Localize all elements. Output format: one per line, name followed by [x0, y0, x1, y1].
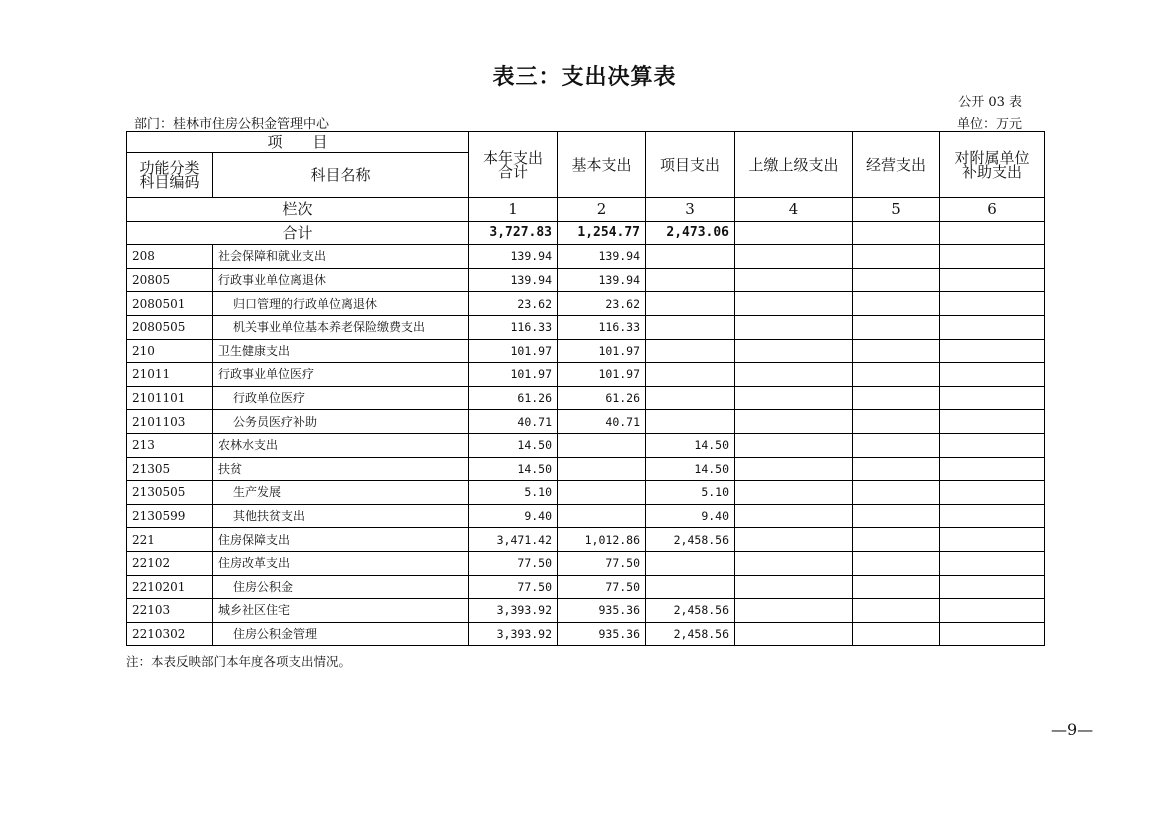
column-index-6: 6 — [940, 198, 1045, 222]
cell-code: 22102 — [127, 551, 213, 575]
cell-name: 住房改革支出 — [213, 551, 469, 575]
cell-business — [853, 433, 940, 457]
column-index-5: 5 — [853, 198, 940, 222]
cell-project — [646, 551, 735, 575]
cell-upper — [735, 410, 853, 434]
cell-code: 21011 — [127, 363, 213, 387]
cell-basic: 139.94 — [558, 245, 646, 269]
cell-upper — [735, 363, 853, 387]
header-subsidy — [940, 132, 1045, 198]
cell-upper — [735, 599, 853, 623]
cell-basic — [558, 481, 646, 505]
cell-subsidy — [940, 363, 1045, 387]
cell-total: 101.97 — [469, 363, 558, 387]
cell-basic: 40.71 — [558, 410, 646, 434]
header-total-line2: 合计 — [498, 162, 529, 181]
cell-project: 5.10 — [646, 481, 735, 505]
cell-upper — [735, 268, 853, 292]
cell-name: 其他扶贫支出 — [213, 504, 469, 528]
cell-subsidy — [940, 433, 1045, 457]
cell-subsidy — [940, 245, 1045, 269]
cell-upper — [735, 551, 853, 575]
cell-business — [853, 386, 940, 410]
cell-business — [853, 575, 940, 599]
cell-total: 139.94 — [469, 245, 558, 269]
cell-business — [853, 315, 940, 339]
cell-name: 城乡社区住宅 — [213, 599, 469, 623]
column-index-3: 3 — [646, 198, 735, 222]
cell-code: 2080505 — [127, 315, 213, 339]
cell-basic: 1,012.86 — [558, 528, 646, 552]
cell-total: 40.71 — [469, 410, 558, 434]
table-row — [127, 245, 1045, 269]
table-row — [127, 504, 1045, 528]
header-subsidy-line1: 对附属单位 — [954, 148, 1030, 167]
cell-subsidy — [940, 599, 1045, 623]
unit-label: 单位：万元 — [956, 117, 1022, 132]
cell-total: 3,471.42 — [469, 528, 558, 552]
cell-subsidy — [940, 622, 1045, 646]
cell-project: 2,458.56 — [646, 528, 735, 552]
cell-basic: 101.97 — [558, 363, 646, 387]
column-index-row — [127, 198, 1045, 222]
header-business: 经营支出 — [853, 132, 940, 198]
cell-project — [646, 315, 735, 339]
header-basic: 基本支出 — [558, 132, 646, 198]
cell-upper — [735, 386, 853, 410]
cell-total: 77.50 — [469, 575, 558, 599]
cell-business — [853, 363, 940, 387]
table-row — [127, 599, 1045, 623]
cell-basic: 77.50 — [558, 551, 646, 575]
cell-total: 116.33 — [469, 315, 558, 339]
table-row — [127, 433, 1045, 457]
header-total — [469, 132, 558, 198]
cell-total: 61.26 — [469, 386, 558, 410]
cell-basic — [558, 433, 646, 457]
cell-business — [853, 457, 940, 481]
header-total-line1: 本年支出 — [483, 148, 544, 167]
cell-business — [853, 481, 940, 505]
cell-code: 2210201 — [127, 575, 213, 599]
cell-name: 行政单位医疗 — [213, 386, 469, 410]
cell-upper — [735, 504, 853, 528]
cell-project — [646, 386, 735, 410]
cell-subsidy — [940, 339, 1045, 363]
cell-total: 101.97 — [469, 339, 558, 363]
table-row — [127, 410, 1045, 434]
cell-business — [853, 339, 940, 363]
table-row — [127, 386, 1045, 410]
page-title: 表三：支出决算表 — [492, 64, 677, 90]
cell-project — [646, 575, 735, 599]
cell-name: 生产发展 — [213, 481, 469, 505]
cell-subsidy — [940, 386, 1045, 410]
cell-code: 2101101 — [127, 386, 213, 410]
cell-name: 公务员医疗补助 — [213, 410, 469, 434]
cell-project — [646, 339, 735, 363]
cell-project: 14.50 — [646, 457, 735, 481]
cell-project — [646, 363, 735, 387]
table-row — [127, 339, 1045, 363]
table-row — [127, 481, 1045, 505]
total-business — [853, 221, 940, 245]
cell-code: 2130599 — [127, 504, 213, 528]
cell-total: 3,393.92 — [469, 599, 558, 623]
cell-name: 归口管理的行政单位离退休 — [213, 292, 469, 316]
department-label: 部门：桂林市住房公积金管理中心 — [134, 117, 330, 132]
cell-basic: 139.94 — [558, 268, 646, 292]
cell-code: 210 — [127, 339, 213, 363]
cell-business — [853, 245, 940, 269]
cell-code: 22103 — [127, 599, 213, 623]
cell-project — [646, 245, 735, 269]
cell-subsidy — [940, 410, 1045, 434]
cell-subsidy — [940, 551, 1045, 575]
cell-subsidy — [940, 481, 1045, 505]
cell-basic: 23.62 — [558, 292, 646, 316]
total-upper — [735, 221, 853, 245]
cell-business — [853, 622, 940, 646]
cell-name: 住房公积金管理 — [213, 622, 469, 646]
cell-project: 2,458.56 — [646, 622, 735, 646]
cell-subsidy — [940, 504, 1045, 528]
cell-project: 2,458.56 — [646, 599, 735, 623]
cell-business — [853, 410, 940, 434]
cell-subsidy — [940, 268, 1045, 292]
cell-upper — [735, 339, 853, 363]
cell-subsidy — [940, 457, 1045, 481]
cell-name: 机关事业单位基本养老保险缴费支出 — [213, 315, 469, 339]
table-row — [127, 292, 1045, 316]
cell-total: 5.10 — [469, 481, 558, 505]
cell-upper — [735, 292, 853, 316]
cell-total: 23.62 — [469, 292, 558, 316]
cell-name: 卫生健康支出 — [213, 339, 469, 363]
table-body — [127, 245, 1045, 646]
cell-project — [646, 292, 735, 316]
cell-basic: 77.50 — [558, 575, 646, 599]
cell-name: 扶贫 — [213, 457, 469, 481]
cell-subsidy — [940, 528, 1045, 552]
cell-code: 208 — [127, 245, 213, 269]
cell-upper — [735, 315, 853, 339]
cell-project: 9.40 — [646, 504, 735, 528]
cell-total: 14.50 — [469, 433, 558, 457]
cell-subsidy — [940, 292, 1045, 316]
cell-upper — [735, 457, 853, 481]
table-row — [127, 528, 1045, 552]
form-number: 公开 03 表 — [958, 95, 1022, 110]
cell-name: 住房保障支出 — [213, 528, 469, 552]
table-row — [127, 268, 1045, 292]
header-subsidy-line2: 补助支出 — [962, 162, 1023, 181]
table-row — [127, 315, 1045, 339]
cell-business — [853, 504, 940, 528]
cell-basic — [558, 504, 646, 528]
cell-code: 221 — [127, 528, 213, 552]
page-number: —9— — [1051, 720, 1094, 739]
cell-name: 住房公积金 — [213, 575, 469, 599]
cell-name: 行政事业单位医疗 — [213, 363, 469, 387]
cell-business — [853, 599, 940, 623]
cell-code: 20805 — [127, 268, 213, 292]
table-row — [127, 622, 1045, 646]
total-amount: 3,727.83 — [469, 221, 558, 245]
cell-basic: 935.36 — [558, 599, 646, 623]
cell-code: 2210302 — [127, 622, 213, 646]
header-item: 项 目 — [127, 132, 469, 153]
total-label: 合计 — [127, 221, 469, 245]
header-subject-name: 科目名称 — [213, 153, 469, 198]
cell-code: 2101103 — [127, 410, 213, 434]
cell-project — [646, 268, 735, 292]
cell-upper — [735, 433, 853, 457]
cell-business — [853, 292, 940, 316]
cell-total: 14.50 — [469, 457, 558, 481]
cell-basic: 61.26 — [558, 386, 646, 410]
total-project: 2,473.06 — [646, 221, 735, 245]
cell-total: 3,393.92 — [469, 622, 558, 646]
table-row — [127, 363, 1045, 387]
column-index-4: 4 — [735, 198, 853, 222]
cell-business — [853, 528, 940, 552]
total-basic: 1,254.77 — [558, 221, 646, 245]
table-note: 注：本表反映部门本年度各项支出情况。 — [126, 654, 352, 669]
cell-upper — [735, 528, 853, 552]
cell-basic: 116.33 — [558, 315, 646, 339]
cell-code: 213 — [127, 433, 213, 457]
cell-project: 14.50 — [646, 433, 735, 457]
cell-upper — [735, 622, 853, 646]
cell-subsidy — [940, 575, 1045, 599]
cell-total: 9.40 — [469, 504, 558, 528]
cell-name: 农林水支出 — [213, 433, 469, 457]
cell-total: 139.94 — [469, 268, 558, 292]
expenditure-table — [126, 131, 1045, 646]
cell-upper — [735, 245, 853, 269]
cell-basic: 101.97 — [558, 339, 646, 363]
cell-business — [853, 268, 940, 292]
cell-upper — [735, 575, 853, 599]
header-func-code-line2: 科目编码 — [139, 173, 200, 191]
cell-code: 2080501 — [127, 292, 213, 316]
table-row — [127, 575, 1045, 599]
header-upper: 上缴上级支出 — [735, 132, 853, 198]
cell-business — [853, 551, 940, 575]
total-subsidy — [940, 221, 1045, 245]
column-index-label: 栏次 — [127, 198, 469, 222]
cell-basic — [558, 457, 646, 481]
cell-subsidy — [940, 315, 1045, 339]
cell-name: 社会保障和就业支出 — [213, 245, 469, 269]
cell-upper — [735, 481, 853, 505]
cell-code: 21305 — [127, 457, 213, 481]
header-project: 项目支出 — [646, 132, 735, 198]
header-func-code-line1: 功能分类 — [139, 159, 200, 177]
table-row — [127, 457, 1045, 481]
column-index-1: 1 — [469, 198, 558, 222]
cell-total: 77.50 — [469, 551, 558, 575]
cell-code: 2130505 — [127, 481, 213, 505]
column-index-2: 2 — [558, 198, 646, 222]
cell-project — [646, 410, 735, 434]
cell-name: 行政事业单位离退休 — [213, 268, 469, 292]
total-row — [127, 221, 1045, 245]
cell-basic: 935.36 — [558, 622, 646, 646]
header-func-code — [127, 153, 213, 198]
table-row — [127, 551, 1045, 575]
